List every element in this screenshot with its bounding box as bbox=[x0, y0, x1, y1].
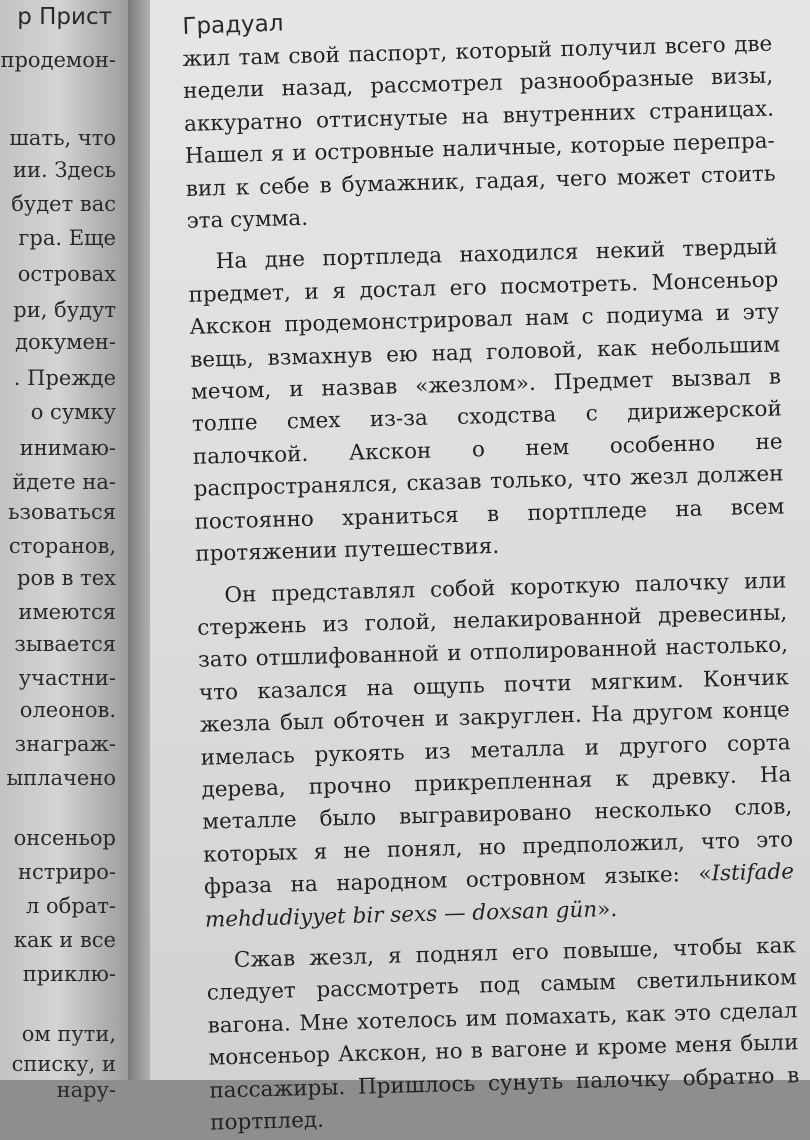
left-page-line: сторанов, bbox=[8, 534, 116, 558]
left-page-line: о сумку bbox=[30, 400, 116, 424]
left-page-line: инимаю- bbox=[19, 436, 116, 460]
left-page-line: будет вас bbox=[11, 192, 116, 216]
left-page-line: имеются bbox=[18, 600, 116, 624]
left-page-line: шать, что bbox=[9, 126, 116, 150]
left-page-line: ии. Здесь bbox=[13, 158, 116, 182]
left-page-line: нару- bbox=[56, 1078, 116, 1102]
paragraph-1: жил там свой паспорт, который получил всего две недели назад, рассмотрел разнообразные визы, аккуратно оттиснутые на внутренних страницах. Нашел я и островные наличные, которые переправил к себе в бумажник, гадая, чего может стоить эта сумма. bbox=[182, 31, 776, 234]
left-page-line: участни- bbox=[18, 666, 116, 690]
left-page-line: знаграж- bbox=[14, 732, 116, 756]
left-page bbox=[0, 0, 130, 1102]
paragraph-2: На дне портпледа находился некий твердый предмет, и я достал его посмотреть. Монсеньор Акскон продемонстрировал нам с подиума и эту вещь, взмахнув ею над головой, как небольшим мечом, и назвав «жезлом». Предмет вызвал в толпе смех из-за сходства с дирижерской палочкой. Акскон о нем особенно не распространялся, сказав только, что жезл должен постоянно храниться в портпледе на всем протяжении путешествия. bbox=[188, 234, 785, 567]
left-page-line: йдете на- bbox=[12, 470, 116, 494]
left-page-line: островах bbox=[17, 262, 116, 286]
left-page-line: нстриро- bbox=[18, 860, 116, 884]
left-page-line: . Прежде bbox=[13, 366, 116, 390]
left-page-line: ров в тех bbox=[17, 566, 116, 590]
paragraph-3 bbox=[196, 565, 795, 937]
paragraph-4: Сжав жезл, я поднял его повыше, чтобы как следует рассмотреть под самым светильником вагона. Мне хотелось им помахать, как это сделал монсеньор Акскон, но в вагоне и кроме меня были пассажиры. Пришлось сунуть палочку обратно в портплед. bbox=[206, 933, 800, 1136]
running-header: Градуал bbox=[182, 10, 284, 40]
left-page-line: гра. Еще bbox=[18, 226, 116, 250]
left-page-header: р Прист bbox=[17, 4, 112, 30]
left-page-line: как и все bbox=[13, 928, 116, 952]
left-page-line: л обрат- bbox=[26, 894, 116, 918]
paragraph-3-text: Он представлял собой короткую палочку или стержень из голой, нелакированной древесины, зато отшлифованной и отполированной настолько, что казался на ощупь почти мягким. Кончик жезла был обточен и закруглен. На другом конце имелась рукоять из металла и другого сорта дерева, прочно прикрепленная к древку. На металле было выгравировано несколько слов, которых я не понял, но предположил, что это фраза на народном островном языке: « bbox=[196, 567, 794, 900]
left-page-line: олеонов. bbox=[19, 698, 116, 722]
left-page-line: списку, и bbox=[11, 1052, 116, 1076]
foreign-phrase: Istifade mehdudiyyet bir sexs — doxsan gün bbox=[204, 859, 795, 933]
left-page-line: ыплачено bbox=[6, 766, 116, 790]
left-page-line: докумен- bbox=[15, 330, 116, 354]
left-page-line: ьзоваться bbox=[8, 500, 116, 524]
left-page-line: зывается bbox=[14, 632, 116, 656]
left-page-line: продемон- bbox=[0, 48, 116, 72]
paragraph-3-end: ». bbox=[596, 896, 618, 922]
body-text bbox=[182, 29, 800, 1140]
left-page-line: ри, будут bbox=[13, 298, 116, 322]
left-page-line: приклю- bbox=[22, 962, 116, 986]
left-page-line: онсеньор bbox=[13, 826, 116, 850]
left-page-line: ом пути, bbox=[21, 1022, 116, 1046]
right-page bbox=[150, 0, 810, 1136]
